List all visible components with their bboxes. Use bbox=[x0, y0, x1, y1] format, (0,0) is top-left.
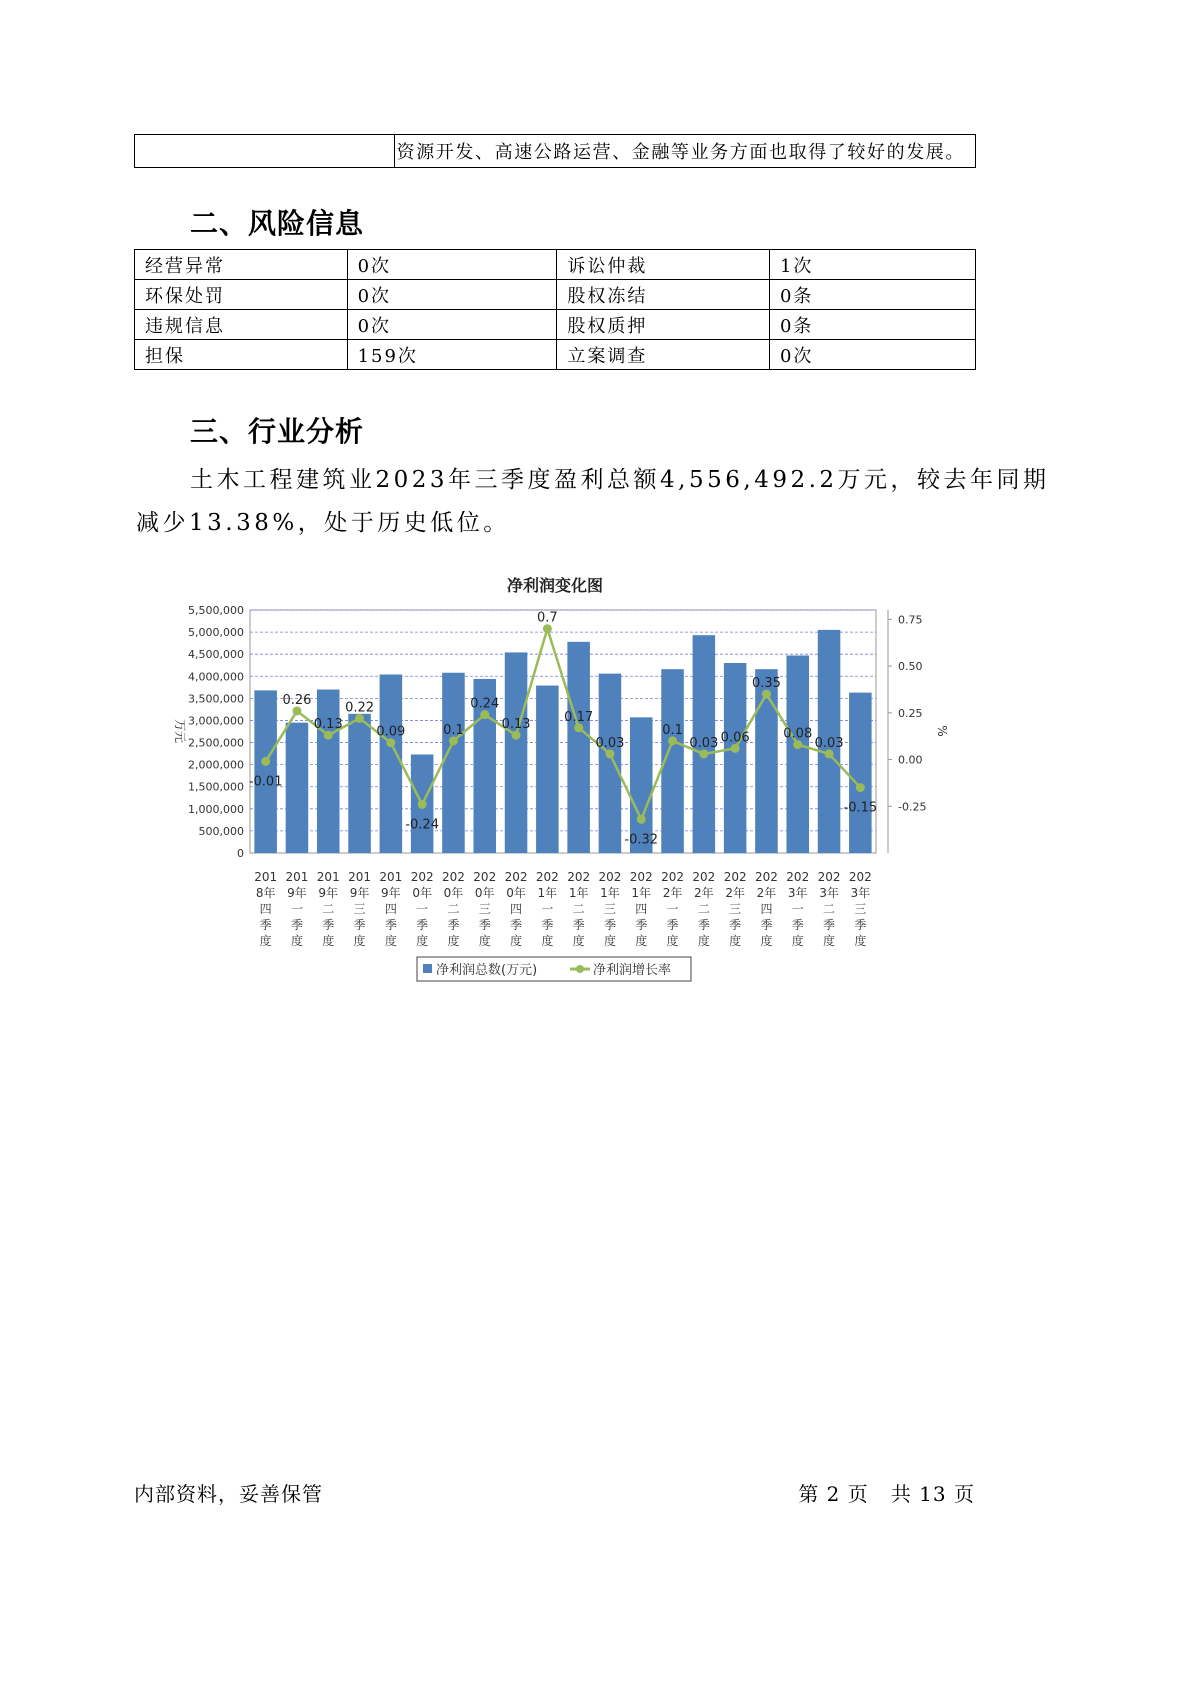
y-tick-label: 1,000,000 bbox=[188, 802, 244, 816]
y-tick-label: 3,500,000 bbox=[188, 692, 244, 706]
x-tick-label: 2年 bbox=[756, 886, 777, 900]
growth-data-label: 0.03 bbox=[814, 735, 844, 751]
x-tick-label: 四 bbox=[760, 902, 773, 916]
x-tick-label: 度 bbox=[447, 934, 460, 948]
x-tick-label: 季 bbox=[635, 918, 648, 932]
x-tick-label: 季 bbox=[322, 918, 335, 932]
x-tick-label: 一 bbox=[416, 902, 429, 916]
growth-data-label: -0.15 bbox=[843, 800, 878, 816]
x-tick-label: 202 bbox=[754, 870, 778, 884]
x-tick-label: 0年 bbox=[412, 886, 432, 900]
risk-label-cell: 担保 bbox=[135, 340, 348, 370]
bar bbox=[380, 675, 403, 853]
y2-tick-label: 0.25 bbox=[898, 706, 923, 720]
x-tick-label: 201 bbox=[285, 870, 309, 884]
growth-data-label: 0.26 bbox=[282, 692, 312, 708]
x-tick-label: 季 bbox=[259, 918, 272, 932]
risk-label-cell: 立案调查 bbox=[557, 340, 770, 370]
growth-data-label: -0.32 bbox=[624, 832, 659, 848]
risk-value-cell: 0次 bbox=[347, 250, 557, 280]
x-tick-label: 四 bbox=[510, 902, 523, 916]
x-tick-label: 二 bbox=[322, 902, 335, 916]
risk-row bbox=[135, 280, 976, 310]
x-tick-label: 3年 bbox=[787, 886, 808, 900]
x-tick-label: 季 bbox=[384, 918, 397, 932]
x-tick-label: 9年 bbox=[287, 886, 307, 900]
y-tick-label: 5,500,000 bbox=[188, 604, 244, 617]
growth-data-label: 0.08 bbox=[783, 726, 813, 742]
x-tick-label: 0年 bbox=[506, 886, 526, 900]
x-tick-label: 度 bbox=[416, 934, 429, 948]
x-tick-label: 8年 bbox=[255, 886, 276, 900]
bar bbox=[286, 723, 309, 853]
x-tick-label: 201 bbox=[316, 870, 340, 884]
risk-value-cell: 0次 bbox=[347, 280, 557, 310]
bar bbox=[599, 674, 622, 853]
x-tick-label: 度 bbox=[510, 934, 523, 948]
growth-data-label: 0.09 bbox=[376, 724, 406, 740]
x-tick-label: 一 bbox=[290, 902, 303, 916]
risk-label-cell: 股权冻结 bbox=[557, 280, 770, 310]
risk-value-cell: 0条 bbox=[769, 280, 975, 310]
x-tick-label: 季 bbox=[510, 918, 523, 932]
risk-label-cell: 环保处罚 bbox=[135, 280, 348, 310]
bar bbox=[317, 690, 340, 853]
top-table bbox=[134, 134, 976, 168]
x-tick-label: 季 bbox=[603, 918, 616, 932]
risk-value-cell: 0次 bbox=[769, 340, 975, 370]
bar bbox=[786, 656, 809, 853]
growth-data-label: 0.24 bbox=[470, 696, 500, 712]
x-tick-label: 二 bbox=[823, 902, 836, 916]
x-tick-label: 季 bbox=[416, 918, 429, 932]
legend-bar-label: 净利润总数(万元) bbox=[436, 963, 538, 978]
x-tick-label: 度 bbox=[697, 934, 710, 948]
x-tick-label: 季 bbox=[290, 918, 303, 932]
x-tick-label: 三 bbox=[478, 902, 491, 916]
y2-tick-label: 0.75 bbox=[898, 613, 923, 627]
top-table-right-cell: 资源开发、高速公路运营、金融等业务方面也取得了较好的发展。 bbox=[394, 135, 975, 168]
footer-right: 第 2 页 共 13 页 bbox=[798, 1482, 975, 1506]
x-tick-label: 度 bbox=[478, 934, 491, 948]
x-tick-label: 202 bbox=[598, 870, 622, 884]
net-profit-chart bbox=[160, 565, 980, 995]
growth-point bbox=[261, 757, 270, 766]
x-tick-label: 度 bbox=[541, 934, 554, 948]
x-tick-label: 201 bbox=[348, 870, 372, 884]
x-tick-label: 202 bbox=[629, 870, 653, 884]
risk-value-cell: 0次 bbox=[347, 310, 557, 340]
bar bbox=[567, 642, 590, 853]
x-tick-label: 9年 bbox=[349, 886, 370, 900]
y-axis-label: 万元 bbox=[173, 718, 187, 744]
risk-value-cell: 1次 bbox=[769, 250, 975, 280]
x-tick-label: 三 bbox=[854, 902, 867, 916]
growth-point bbox=[637, 815, 646, 824]
growth-data-label: 0.7 bbox=[537, 610, 558, 626]
growth-data-label: 0.22 bbox=[345, 700, 375, 716]
x-tick-label: 1年 bbox=[631, 886, 652, 900]
legend-line-marker bbox=[576, 965, 584, 973]
y-axis-right bbox=[888, 610, 926, 853]
x-tick-label: 度 bbox=[322, 934, 335, 948]
x-tick-label: 度 bbox=[353, 934, 366, 948]
x-tick-label: 季 bbox=[697, 918, 710, 932]
x-tick-label: 三 bbox=[353, 902, 366, 916]
risk-table bbox=[134, 249, 976, 370]
x-tick-label: 度 bbox=[729, 934, 742, 948]
growth-data-label: 0.03 bbox=[595, 735, 625, 751]
x-tick-label: 1年 bbox=[600, 886, 620, 900]
y-tick-label: 5,000,000 bbox=[188, 626, 244, 640]
bar bbox=[442, 673, 465, 853]
risk-label-cell: 股权质押 bbox=[557, 310, 770, 340]
x-tick-label: 度 bbox=[666, 934, 679, 948]
bar bbox=[724, 663, 747, 853]
x-tick-label: 2年 bbox=[725, 886, 745, 900]
x-tick-label: 季 bbox=[353, 918, 366, 932]
x-tick-label: 四 bbox=[384, 902, 397, 916]
y-tick-label: 1,500,000 bbox=[188, 780, 244, 794]
x-tick-label: 度 bbox=[635, 934, 648, 948]
x-tick-label: 1年 bbox=[568, 886, 589, 900]
x-tick-label: 3年 bbox=[819, 886, 839, 900]
bar bbox=[348, 714, 371, 853]
x-tick-label: 9年 bbox=[318, 886, 339, 900]
growth-data-label: -0.01 bbox=[248, 774, 283, 790]
bar bbox=[254, 690, 277, 853]
x-tick-label: 季 bbox=[447, 918, 460, 932]
y-tick-label: 3,000,000 bbox=[188, 714, 244, 728]
x-tick-label: 季 bbox=[791, 918, 804, 932]
x-tick-label: 2年 bbox=[662, 886, 683, 900]
growth-data-label: 0.06 bbox=[720, 730, 750, 746]
risk-row bbox=[135, 310, 976, 340]
x-tick-label: 二 bbox=[572, 902, 585, 916]
x-tick-label: 201 bbox=[254, 870, 278, 884]
y2-axis-label: % bbox=[935, 725, 949, 737]
section-title-risk: 二、风险信息 bbox=[190, 207, 365, 240]
bar bbox=[505, 652, 528, 853]
y-tick-label: 2,000,000 bbox=[188, 758, 244, 772]
chart-title: 净利润变化图 bbox=[506, 576, 604, 595]
x-tick-label: 季 bbox=[478, 918, 491, 932]
x-tick-label: 度 bbox=[760, 934, 773, 948]
bar bbox=[849, 693, 872, 853]
chart-legend bbox=[417, 957, 691, 981]
growth-data-label: 0.13 bbox=[501, 717, 531, 733]
x-tick-label: 0年 bbox=[474, 886, 495, 900]
y2-tick-label: -0.25 bbox=[898, 800, 927, 814]
x-tick-label: 三 bbox=[729, 902, 742, 916]
x-tick-label: 季 bbox=[760, 918, 773, 932]
x-tick-label: 202 bbox=[473, 870, 497, 884]
risk-value-cell: 0条 bbox=[769, 310, 975, 340]
x-tick-label: 202 bbox=[567, 870, 591, 884]
x-axis bbox=[254, 870, 872, 948]
x-tick-label: 四 bbox=[259, 902, 272, 916]
x-tick-label: 0年 bbox=[443, 886, 464, 900]
risk-row bbox=[135, 340, 976, 370]
legend-bar-swatch bbox=[423, 964, 432, 973]
growth-point bbox=[418, 800, 427, 809]
x-tick-label: 一 bbox=[666, 902, 679, 916]
y-tick-label: 2,500,000 bbox=[188, 736, 244, 750]
x-tick-label: 度 bbox=[259, 934, 272, 948]
growth-point bbox=[856, 783, 865, 792]
y2-tick-label: 0.00 bbox=[898, 753, 923, 767]
x-tick-label: 202 bbox=[786, 870, 810, 884]
x-tick-label: 202 bbox=[535, 870, 559, 884]
growth-data-label: 0.03 bbox=[689, 735, 719, 751]
x-tick-label: 度 bbox=[572, 934, 585, 948]
x-tick-label: 度 bbox=[384, 934, 397, 948]
x-tick-label: 201 bbox=[379, 870, 403, 884]
x-tick-label: 9年 bbox=[381, 886, 401, 900]
x-tick-label: 202 bbox=[410, 870, 434, 884]
growth-data-label: 0.35 bbox=[751, 676, 781, 692]
x-tick-label: 度 bbox=[854, 934, 867, 948]
y-tick-label: 0 bbox=[237, 847, 244, 860]
x-tick-label: 一 bbox=[541, 902, 554, 916]
x-tick-label: 二 bbox=[697, 902, 710, 916]
x-tick-label: 季 bbox=[572, 918, 585, 932]
y-tick-label: 4,000,000 bbox=[188, 670, 244, 684]
growth-data-label: 0.1 bbox=[443, 722, 464, 738]
growth-data-label: 0.17 bbox=[564, 709, 594, 725]
legend-line-label: 净利润增长率 bbox=[593, 963, 672, 978]
growth-data-label: 0.13 bbox=[313, 717, 343, 733]
x-tick-label: 202 bbox=[504, 870, 528, 884]
footer-left: 内部资料，妥善保管 bbox=[134, 1482, 323, 1506]
x-tick-label: 一 bbox=[791, 902, 804, 916]
x-tick-label: 四 bbox=[635, 902, 648, 916]
bar bbox=[536, 686, 559, 853]
risk-row bbox=[135, 250, 976, 280]
y-tick-label: 500,000 bbox=[198, 824, 244, 838]
x-tick-label: 202 bbox=[817, 870, 841, 884]
x-tick-label: 度 bbox=[290, 934, 303, 948]
growth-data-label: -0.24 bbox=[405, 817, 439, 833]
y-tick-label: 4,500,000 bbox=[188, 648, 244, 662]
x-tick-label: 度 bbox=[823, 934, 836, 948]
analysis-line-2: 减少13.38%，处于历史低位。 bbox=[136, 510, 510, 536]
x-tick-label: 202 bbox=[723, 870, 747, 884]
x-tick-label: 202 bbox=[848, 870, 872, 884]
plot-area bbox=[250, 610, 876, 853]
risk-value-cell: 159次 bbox=[347, 340, 557, 370]
x-tick-label: 季 bbox=[823, 918, 836, 932]
x-tick-label: 202 bbox=[441, 870, 465, 884]
risk-label-cell: 违规信息 bbox=[135, 310, 348, 340]
y2-tick-label: 0.50 bbox=[898, 660, 923, 674]
section-title-industry: 三、行业分析 bbox=[190, 415, 365, 448]
y-axis-left bbox=[188, 604, 244, 860]
x-tick-label: 3年 bbox=[850, 886, 871, 900]
x-tick-label: 季 bbox=[541, 918, 554, 932]
analysis-line-1: 土木工程建筑业2023年三季度盈利总额4,556,492.2万元，较去年同期 bbox=[190, 467, 1050, 493]
top-table-left-cell bbox=[135, 135, 395, 168]
x-tick-label: 度 bbox=[603, 934, 616, 948]
x-tick-label: 202 bbox=[692, 870, 716, 884]
x-tick-label: 季 bbox=[854, 918, 867, 932]
risk-label-cell: 经营异常 bbox=[135, 250, 348, 280]
x-tick-label: 2年 bbox=[694, 886, 714, 900]
growth-data-label: 0.1 bbox=[662, 722, 683, 738]
x-tick-label: 三 bbox=[603, 902, 616, 916]
x-tick-label: 季 bbox=[729, 918, 742, 932]
x-tick-label: 1年 bbox=[537, 886, 558, 900]
x-tick-label: 二 bbox=[447, 902, 460, 916]
x-tick-label: 度 bbox=[791, 934, 804, 948]
x-tick-label: 202 bbox=[661, 870, 685, 884]
x-tick-label: 季 bbox=[666, 918, 679, 932]
risk-label-cell: 诉讼仲裁 bbox=[557, 250, 770, 280]
